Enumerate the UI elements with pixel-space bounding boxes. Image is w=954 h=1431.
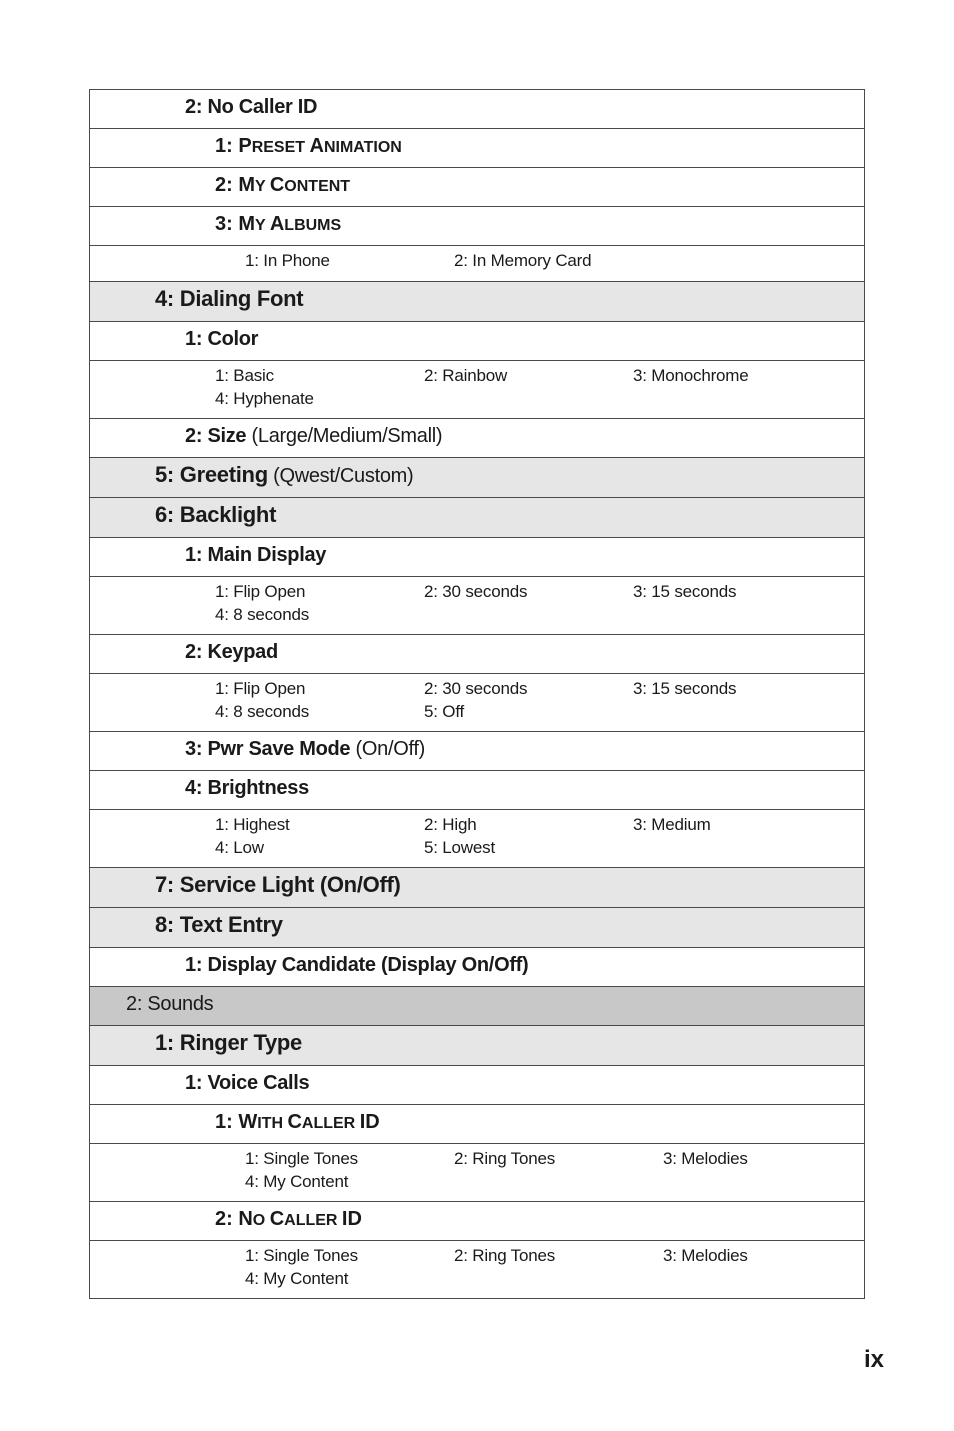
menu-item-label: 7: Service Light (On/Off) bbox=[155, 872, 401, 897]
menu-item-label: 2: Keypad bbox=[185, 641, 278, 663]
options-row bbox=[90, 674, 864, 732]
option-item: 3: 15 seconds bbox=[633, 582, 737, 601]
menu-item-label: 1: Voice Calls bbox=[185, 1072, 310, 1094]
options-row bbox=[90, 577, 864, 635]
option-item: 2: 30 seconds bbox=[424, 582, 528, 601]
menu-item-label: 3: Pwr Save Mode (On/Off) bbox=[185, 738, 425, 760]
menu-row bbox=[90, 282, 864, 322]
menu-row bbox=[90, 868, 864, 908]
menu-item-label: 1: Ringer Type bbox=[155, 1030, 302, 1055]
option-item: 2: Rainbow bbox=[424, 366, 508, 385]
menu-row bbox=[90, 1026, 864, 1066]
option-item: 5: Lowest bbox=[424, 838, 495, 857]
menu-row bbox=[90, 498, 864, 538]
option-item: 4: Hyphenate bbox=[215, 389, 314, 408]
section-row bbox=[90, 987, 864, 1026]
option-item: 5: Off bbox=[424, 702, 465, 721]
menu-row bbox=[90, 168, 864, 207]
section-label: 2: Sounds bbox=[126, 993, 214, 1015]
menu-row bbox=[90, 538, 864, 577]
option-item: 2: 30 seconds bbox=[424, 679, 528, 698]
menu-row bbox=[90, 458, 864, 498]
option-item: 3: Melodies bbox=[663, 1149, 748, 1168]
menu-item-label: 1: WITH CALLER ID bbox=[215, 1111, 380, 1133]
option-item: 2: Ring Tones bbox=[454, 1149, 556, 1168]
menu-row bbox=[90, 129, 864, 168]
option-item: 4: My Content bbox=[245, 1172, 349, 1191]
option-item: 3: Melodies bbox=[663, 1246, 748, 1265]
menu-row bbox=[90, 1105, 864, 1144]
option-item: 4: Low bbox=[215, 838, 264, 857]
menu-item-label: 1: Color bbox=[185, 328, 259, 350]
menu-item-label: 8: Text Entry bbox=[155, 912, 283, 937]
option-item: 1: Highest bbox=[215, 815, 290, 834]
options-row bbox=[90, 246, 864, 282]
options-row bbox=[90, 1241, 864, 1299]
menu-row bbox=[90, 1202, 864, 1241]
menu-item-label: 2: NO CALLER ID bbox=[215, 1208, 362, 1230]
menu-row bbox=[90, 732, 864, 771]
option-item: 3: Medium bbox=[633, 815, 711, 834]
option-item: 1: In Phone bbox=[245, 251, 330, 270]
menu-row bbox=[90, 948, 864, 987]
menu-row bbox=[90, 322, 864, 361]
menu-item-label: 1: Display Candidate (Display On/Off) bbox=[185, 954, 529, 976]
menu-item-label: 3: MY ALBUMS bbox=[215, 213, 342, 235]
option-item: 2: Ring Tones bbox=[454, 1246, 556, 1265]
menu-item-label: 5: Greeting (Qwest/Custom) bbox=[155, 462, 414, 487]
option-item: 1: Basic bbox=[215, 366, 274, 385]
option-item: 3: Monochrome bbox=[633, 366, 749, 385]
option-item: 3: 15 seconds bbox=[633, 679, 737, 698]
menu-item-label: 4: Dialing Font bbox=[155, 286, 304, 311]
option-item: 1: Single Tones bbox=[245, 1246, 358, 1265]
options-row bbox=[90, 810, 864, 868]
option-item: 2: High bbox=[424, 815, 477, 834]
option-item: 1: Flip Open bbox=[215, 582, 306, 601]
menu-item-label: 2: MY CONTENT bbox=[215, 174, 351, 196]
menu-item-label: 1: Main Display bbox=[185, 544, 327, 566]
menu-row bbox=[90, 908, 864, 948]
menu-row bbox=[90, 419, 864, 458]
option-item: 4: My Content bbox=[245, 1269, 349, 1288]
option-item: 4: 8 seconds bbox=[215, 702, 309, 721]
menu-row bbox=[90, 771, 864, 810]
option-item: 2: In Memory Card bbox=[454, 251, 592, 270]
menu-item-label: 1: PRESET ANIMATION bbox=[215, 135, 402, 157]
menu-table bbox=[89, 89, 865, 1299]
option-item: 1: Single Tones bbox=[245, 1149, 358, 1168]
menu-row bbox=[90, 635, 864, 674]
menu-item-label: 2: Size (Large/Medium/Small) bbox=[185, 425, 443, 447]
menu-item-label: 6: Backlight bbox=[155, 502, 277, 527]
option-item: 4: 8 seconds bbox=[215, 605, 309, 624]
page-number: ix bbox=[864, 1346, 885, 1373]
options-row bbox=[90, 361, 864, 419]
menu-item-label: 4: Brightness bbox=[185, 777, 309, 799]
menu-row bbox=[90, 90, 864, 129]
menu-row bbox=[90, 1066, 864, 1105]
option-item: 1: Flip Open bbox=[215, 679, 306, 698]
options-row bbox=[90, 1144, 864, 1202]
menu-row bbox=[90, 207, 864, 246]
menu-item-label: 2: No Caller ID bbox=[185, 96, 318, 118]
